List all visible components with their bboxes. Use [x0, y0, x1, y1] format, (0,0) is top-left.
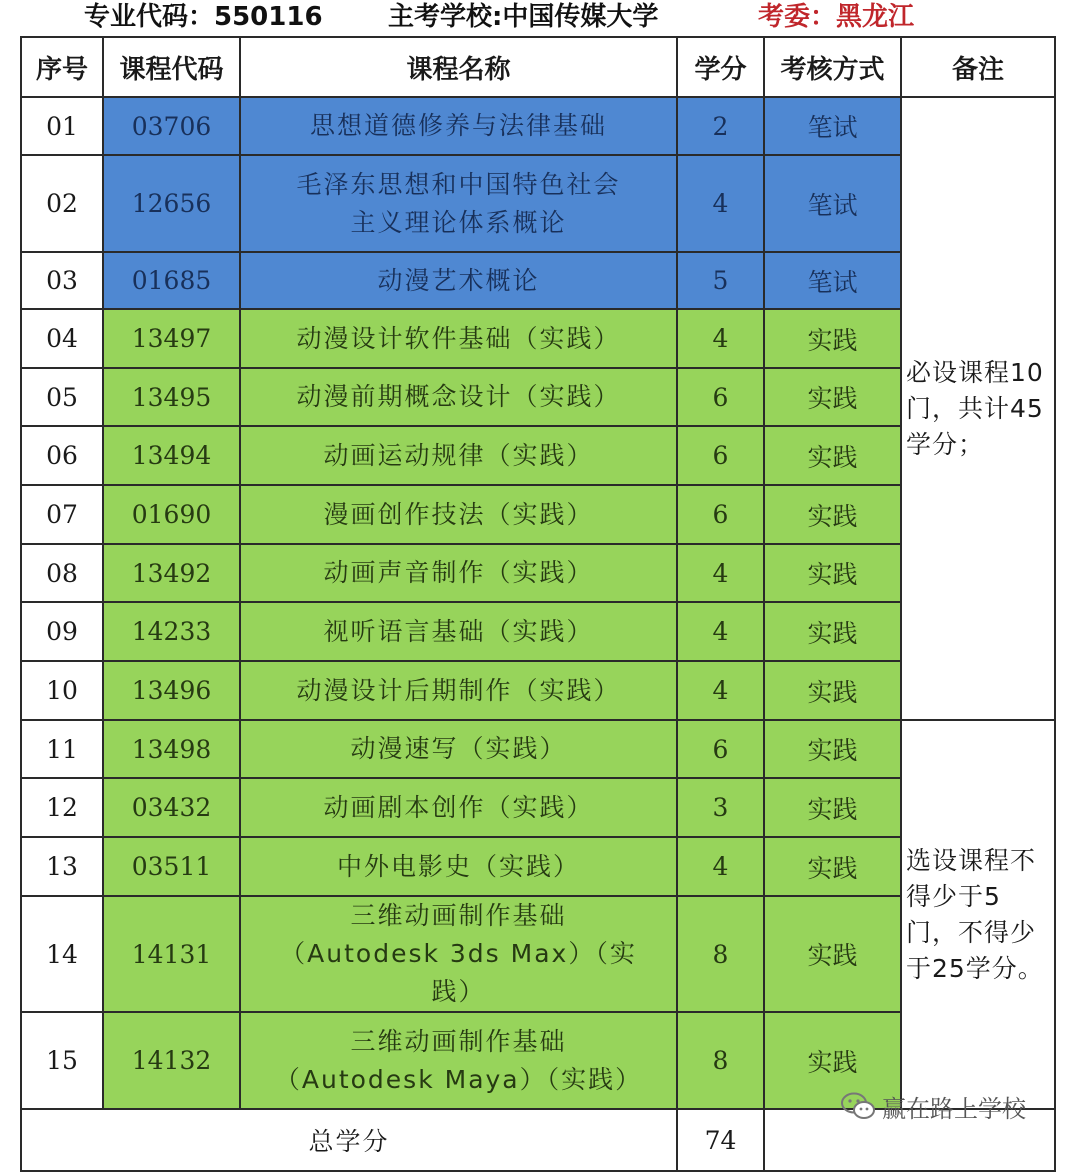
course-name: 动画声音制作（实践）	[240, 544, 677, 602]
exam-committee: 考委：黑龙江	[758, 2, 915, 32]
course-exam: 实践	[764, 661, 901, 720]
course-exam: 实践	[764, 309, 901, 368]
course-name: 动漫设计后期制作（实践）	[240, 661, 677, 720]
course-name: 中外电影史（实践）	[240, 837, 677, 896]
course-credit: 6	[677, 485, 764, 544]
course-credit: 5	[677, 252, 764, 309]
col-header-name: 课程名称	[240, 37, 677, 97]
course-exam: 实践	[764, 368, 901, 426]
course-exam: 实践	[764, 544, 901, 602]
course-code: 12656	[103, 155, 240, 252]
course-seq: 08	[21, 544, 103, 602]
table-row	[21, 252, 1055, 309]
course-name: 漫画创作技法（实践）	[240, 485, 677, 544]
course-credit: 4	[677, 837, 764, 896]
col-header-code: 课程代码	[103, 37, 240, 97]
course-seq: 11	[21, 720, 103, 778]
course-credit: 4	[677, 661, 764, 720]
course-name: 动漫前期概念设计（实践）	[240, 368, 677, 426]
course-name: 三维动画制作基础（Autodesk Maya）（实践）	[240, 1012, 677, 1109]
course-code: 03432	[103, 778, 240, 837]
table-header-row	[21, 37, 1055, 97]
course-code: 01685	[103, 252, 240, 309]
course-name: 毛泽东思想和中国特色社会主义理论体系概论	[240, 155, 677, 252]
course-name: 动漫艺术概论	[240, 252, 677, 309]
table-row	[21, 426, 1055, 485]
course-exam: 实践	[764, 778, 901, 837]
course-code: 03706	[103, 97, 240, 155]
table-row	[21, 602, 1055, 661]
course-code: 14132	[103, 1012, 240, 1109]
course-name: 视听语言基础（实践）	[240, 602, 677, 661]
col-header-seq: 序号	[21, 37, 103, 97]
course-seq: 04	[21, 309, 103, 368]
course-seq: 09	[21, 602, 103, 661]
course-name: 动漫设计软件基础（实践）	[240, 309, 677, 368]
table-row	[21, 896, 1055, 1012]
examining-school: 主考学校:中国传媒大学	[388, 2, 659, 32]
table-row	[21, 97, 1055, 155]
table-row	[21, 661, 1055, 720]
wechat-icon	[840, 1091, 876, 1121]
course-code: 13497	[103, 309, 240, 368]
col-header-notes: 备注	[901, 37, 1055, 97]
course-name: 思想道德修养与法律基础	[240, 97, 677, 155]
course-seq: 12	[21, 778, 103, 837]
course-exam: 笔试	[764, 97, 901, 155]
course-seq: 10	[21, 661, 103, 720]
course-credit: 4	[677, 155, 764, 252]
table-row	[21, 485, 1055, 544]
course-code: 14131	[103, 896, 240, 1012]
course-exam: 笔试	[764, 155, 901, 252]
course-credit: 4	[677, 544, 764, 602]
course-credit: 4	[677, 309, 764, 368]
total-credits-label: 总学分	[21, 1109, 677, 1171]
course-seq: 05	[21, 368, 103, 426]
course-credit: 6	[677, 720, 764, 778]
course-code: 13492	[103, 544, 240, 602]
table-row	[21, 309, 1055, 368]
course-exam: 实践	[764, 720, 901, 778]
col-header-credit: 学分	[677, 37, 764, 97]
course-credit: 2	[677, 97, 764, 155]
course-seq: 06	[21, 426, 103, 485]
course-seq: 02	[21, 155, 103, 252]
course-exam: 笔试	[764, 252, 901, 309]
col-header-exam: 考核方式	[764, 37, 901, 97]
course-seq: 03	[21, 252, 103, 309]
page-header	[0, 0, 1080, 36]
course-exam: 实践	[764, 896, 901, 1012]
total-credits-value: 74	[677, 1109, 764, 1171]
course-table	[20, 36, 1056, 1172]
course-exam: 实践	[764, 837, 901, 896]
course-code: 13494	[103, 426, 240, 485]
course-name: 三维动画制作基础（Autodesk 3ds Max）（实践）	[240, 896, 677, 1012]
watermark-text: 赢在路上学校	[882, 1094, 1026, 1123]
course-seq: 15	[21, 1012, 103, 1109]
course-credit: 8	[677, 1012, 764, 1109]
course-code: 01690	[103, 485, 240, 544]
course-code: 13495	[103, 368, 240, 426]
course-exam: 实践	[764, 1012, 901, 1109]
course-seq: 13	[21, 837, 103, 896]
table-row	[21, 778, 1055, 837]
table-row	[21, 368, 1055, 426]
course-code: 13498	[103, 720, 240, 778]
course-code: 13496	[103, 661, 240, 720]
course-exam: 实践	[764, 426, 901, 485]
course-name: 动画剧本创作（实践）	[240, 778, 677, 837]
course-credit: 3	[677, 778, 764, 837]
course-credit: 4	[677, 602, 764, 661]
major-code: 专业代码：550116	[84, 2, 323, 32]
course-name: 动漫速写（实践）	[240, 720, 677, 778]
table-row	[21, 837, 1055, 896]
course-code: 14233	[103, 602, 240, 661]
course-code: 03511	[103, 837, 240, 896]
table-row	[21, 720, 1055, 778]
course-exam: 实践	[764, 485, 901, 544]
course-credit: 8	[677, 896, 764, 1012]
course-credit: 6	[677, 426, 764, 485]
required-courses-note: 必设课程10门，共计45学分；	[901, 97, 1055, 720]
table-row	[21, 544, 1055, 602]
table-row	[21, 155, 1055, 252]
course-seq: 07	[21, 485, 103, 544]
elective-courses-note: 选设课程不得少于5门，不得少于25学分。	[901, 720, 1055, 1109]
course-credit: 6	[677, 368, 764, 426]
course-exam: 实践	[764, 602, 901, 661]
course-seq: 14	[21, 896, 103, 1012]
wechat-watermark	[840, 1088, 1026, 1124]
course-seq: 01	[21, 97, 103, 155]
course-name: 动画运动规律（实践）	[240, 426, 677, 485]
